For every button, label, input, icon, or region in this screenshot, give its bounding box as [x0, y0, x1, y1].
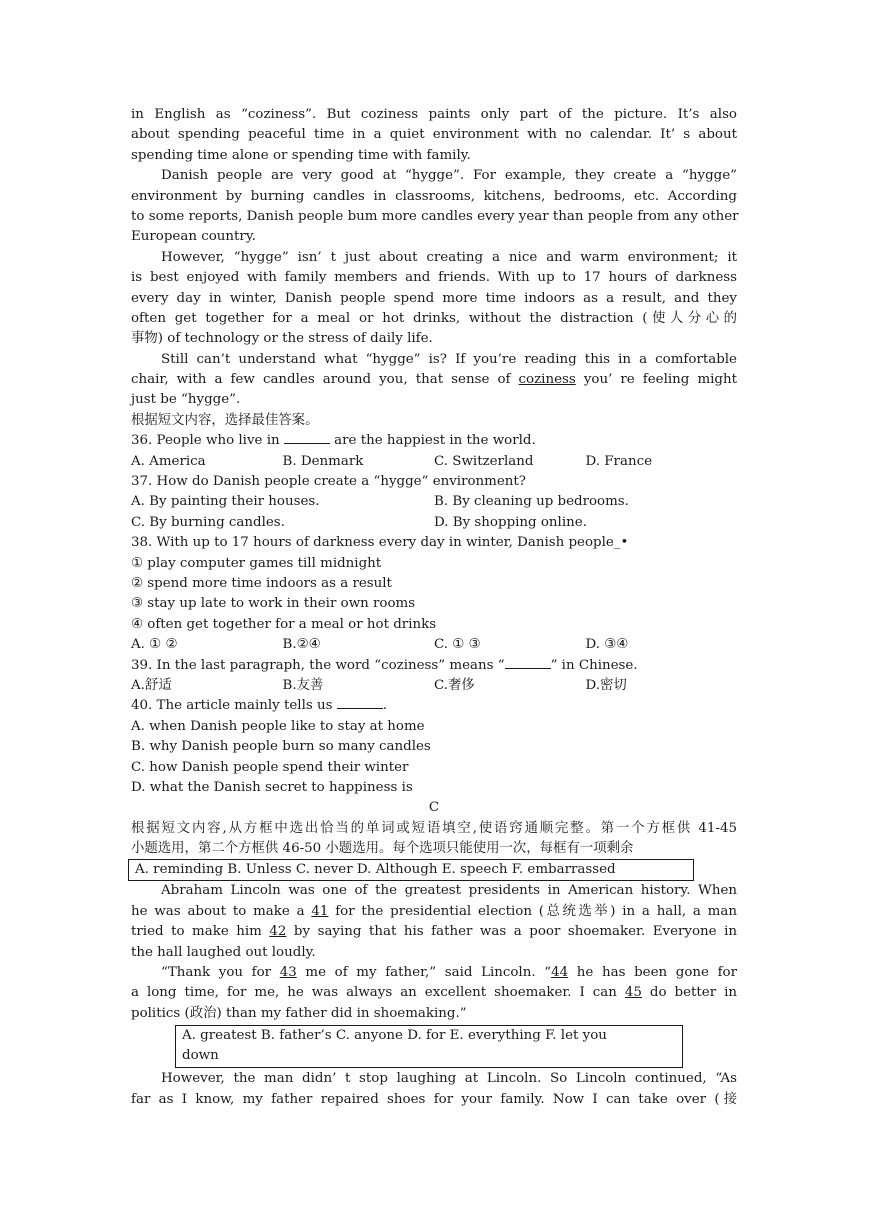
blank-42: 42: [269, 924, 287, 940]
question-text: 39. In the last paragraph, the word “coziness” means “: [131, 657, 505, 673]
answer-blank: [284, 431, 330, 444]
passage-line: Danish people are very good at “hygge”. For example, they create a “hygge”: [161, 168, 737, 184]
question-38-item: ④ often get together for a meal or hot drinks: [131, 616, 437, 632]
answer-blank: [337, 696, 383, 709]
question-instruction: 根据短文内容，选择最佳答案。: [131, 412, 319, 428]
option-a: A. when Danish people like to stay at home: [131, 718, 425, 734]
option-b: B. Denmark: [282, 453, 364, 469]
option-a: A. ① ②: [131, 637, 178, 653]
option-c: C. By burning candles.: [131, 514, 285, 530]
option-d: D.密切: [585, 677, 627, 693]
question-text: 36. People who live in: [131, 433, 284, 449]
passage-text: a long time, for me, he was always an excellent shoemaker. I can: [131, 985, 625, 1001]
passage-line: Abraham Lincoln was one of the greatest presidents in American history. When: [161, 883, 737, 899]
question-text: ” in Chinese.: [550, 657, 638, 673]
question-38-item: ① play computer games till midnight: [131, 555, 382, 571]
passage-line: [131, 963, 737, 983]
option-d: D. ③④: [585, 637, 629, 653]
passage-line: 事物) of technology or the stress of daily life.: [131, 331, 433, 347]
option-a: A. America: [131, 453, 206, 469]
passage-line: European country.: [131, 229, 256, 245]
option-d: D. what the Danish secret to happiness is: [131, 779, 413, 795]
option-a: A. By painting their houses.: [131, 494, 320, 510]
question-38-item: ③ stay up late to work in their own rooms: [131, 596, 416, 612]
question-36-stem: [131, 431, 737, 451]
passage-line: Still can’t understand what “hygge” is? If you’re reading this in a comfortable: [161, 351, 737, 367]
question-40-stem: [131, 696, 737, 716]
question-38-stem: 38. With up to 17 hours of darkness every day in winter, Danish people_•: [131, 535, 629, 551]
passage-line: far as I know, my father repaired shoes for your family. Now I can take over (接: [131, 1091, 737, 1107]
passage-text: he has been gone for: [568, 965, 737, 981]
passage-line: just be “hygge”.: [131, 392, 241, 408]
question-37-options: [131, 492, 737, 512]
blank-44: 44: [551, 965, 569, 981]
section-instruction: 根据短文内容,从方框中选出恰当的单词或短语填空,使语窍通顺完整。第一个方框供 41-45: [131, 820, 737, 836]
question-36-options: [131, 452, 737, 472]
passage-text: for the presidential election (总统选举) in a hall, a man: [328, 903, 737, 919]
option-c: C.奢侈: [434, 677, 475, 693]
section-heading: C: [428, 800, 440, 816]
question-text: .: [382, 698, 388, 714]
word-box-line: down: [182, 1048, 219, 1064]
passage-text: chair, with a few candles around you, that sense of: [131, 372, 519, 388]
option-d: D. By shopping online.: [434, 514, 587, 530]
passage-line: However, the man didn’ t stop laughing at Lincoln. So Lincoln continued, “As: [161, 1071, 737, 1087]
passage-line: [131, 922, 737, 942]
passage-text: tried to make him: [131, 924, 270, 940]
blank-45: 45: [624, 985, 642, 1001]
passage-line: politics (政治) than my father did in shoemaking.”: [131, 1005, 467, 1021]
passage-line: is best enjoyed with family members and friends. With up to 17 hours of darkness: [131, 270, 737, 286]
passage-text: he was about to make a: [131, 903, 312, 919]
passage-text: you’ re feeling might: [575, 372, 738, 388]
passage-line: [131, 983, 737, 1003]
option-c: C. how Danish people spend their winter: [131, 759, 409, 775]
passage-line: environment by burning candles in classrooms, kitchens, bedrooms, etc. According: [131, 188, 737, 204]
question-37-stem: 37. How do Danish people create a “hygge” environment?: [131, 474, 526, 490]
worksheet-page: [131, 105, 737, 1110]
word-box-1: A. reminding B. Unless C. never D. Although E. speech F. embarrassed: [128, 859, 694, 881]
passage-text: me of my father,” said Lincoln. “: [296, 965, 552, 981]
passage-line: spending time alone or spending time with family.: [131, 147, 471, 163]
question-37-options: [131, 513, 737, 533]
option-b: B. By cleaning up bedrooms.: [434, 494, 629, 510]
passage-text: by saying that his father was a poor shoemaker. Everyone in: [286, 924, 738, 940]
word-box-line: A. greatest B. father’s C. anyone D. for E. everything F. let you: [182, 1028, 607, 1044]
option-b: B.②④: [282, 637, 321, 653]
question-39-options: [131, 676, 737, 696]
passage-line: often get together for a meal or hot drinks, without the distraction (使人分心的: [131, 310, 737, 326]
passage-line: the hall laughed out loudly.: [131, 944, 316, 960]
question-text: 40. The article mainly tells us: [131, 698, 337, 714]
passage-line: in English as “coziness”. But coziness paints only part of the picture. It’s also: [131, 107, 737, 122]
passage-line: to some reports, Danish people bum more candles every year than people from any other: [131, 208, 739, 224]
section-instruction: 小题选用，第二个方框供 46-50 小题选用。每个选项只能使用一次，每框有一项剩余: [131, 841, 634, 857]
option-a: A.舒适: [131, 677, 172, 693]
passage-text: “Thank you for: [161, 965, 280, 981]
option-c: C. ① ③: [434, 637, 481, 653]
passage-line: every day in winter, Danish people spend more time indoors as a result, and they: [131, 290, 737, 306]
passage-line: [131, 902, 737, 922]
question-text: are the happiest in the world.: [329, 433, 536, 449]
answer-blank: [505, 656, 551, 669]
blank-41: 41: [311, 903, 329, 919]
question-39-stem: [131, 656, 737, 676]
underlined-word-coziness: coziness: [518, 372, 576, 388]
question-38-options: [131, 635, 737, 655]
option-b: B. why Danish people burn so many candles: [131, 739, 431, 755]
option-b: B.友善: [282, 677, 324, 693]
passage-line: about spending peaceful time in a quiet environment with no calendar. It’ s about: [131, 127, 737, 143]
word-box-2: [175, 1025, 683, 1068]
option-c: C. Switzerland: [434, 453, 534, 469]
option-d: D. France: [585, 453, 652, 469]
question-38-item: ② spend more time indoors as a result: [131, 575, 392, 591]
passage-text: do better in: [641, 985, 737, 1001]
passage-line: However, “hygge” isn’ t just about creating a nice and warm environment; it: [161, 249, 737, 265]
blank-43: 43: [279, 965, 297, 981]
passage-line: [131, 370, 737, 390]
